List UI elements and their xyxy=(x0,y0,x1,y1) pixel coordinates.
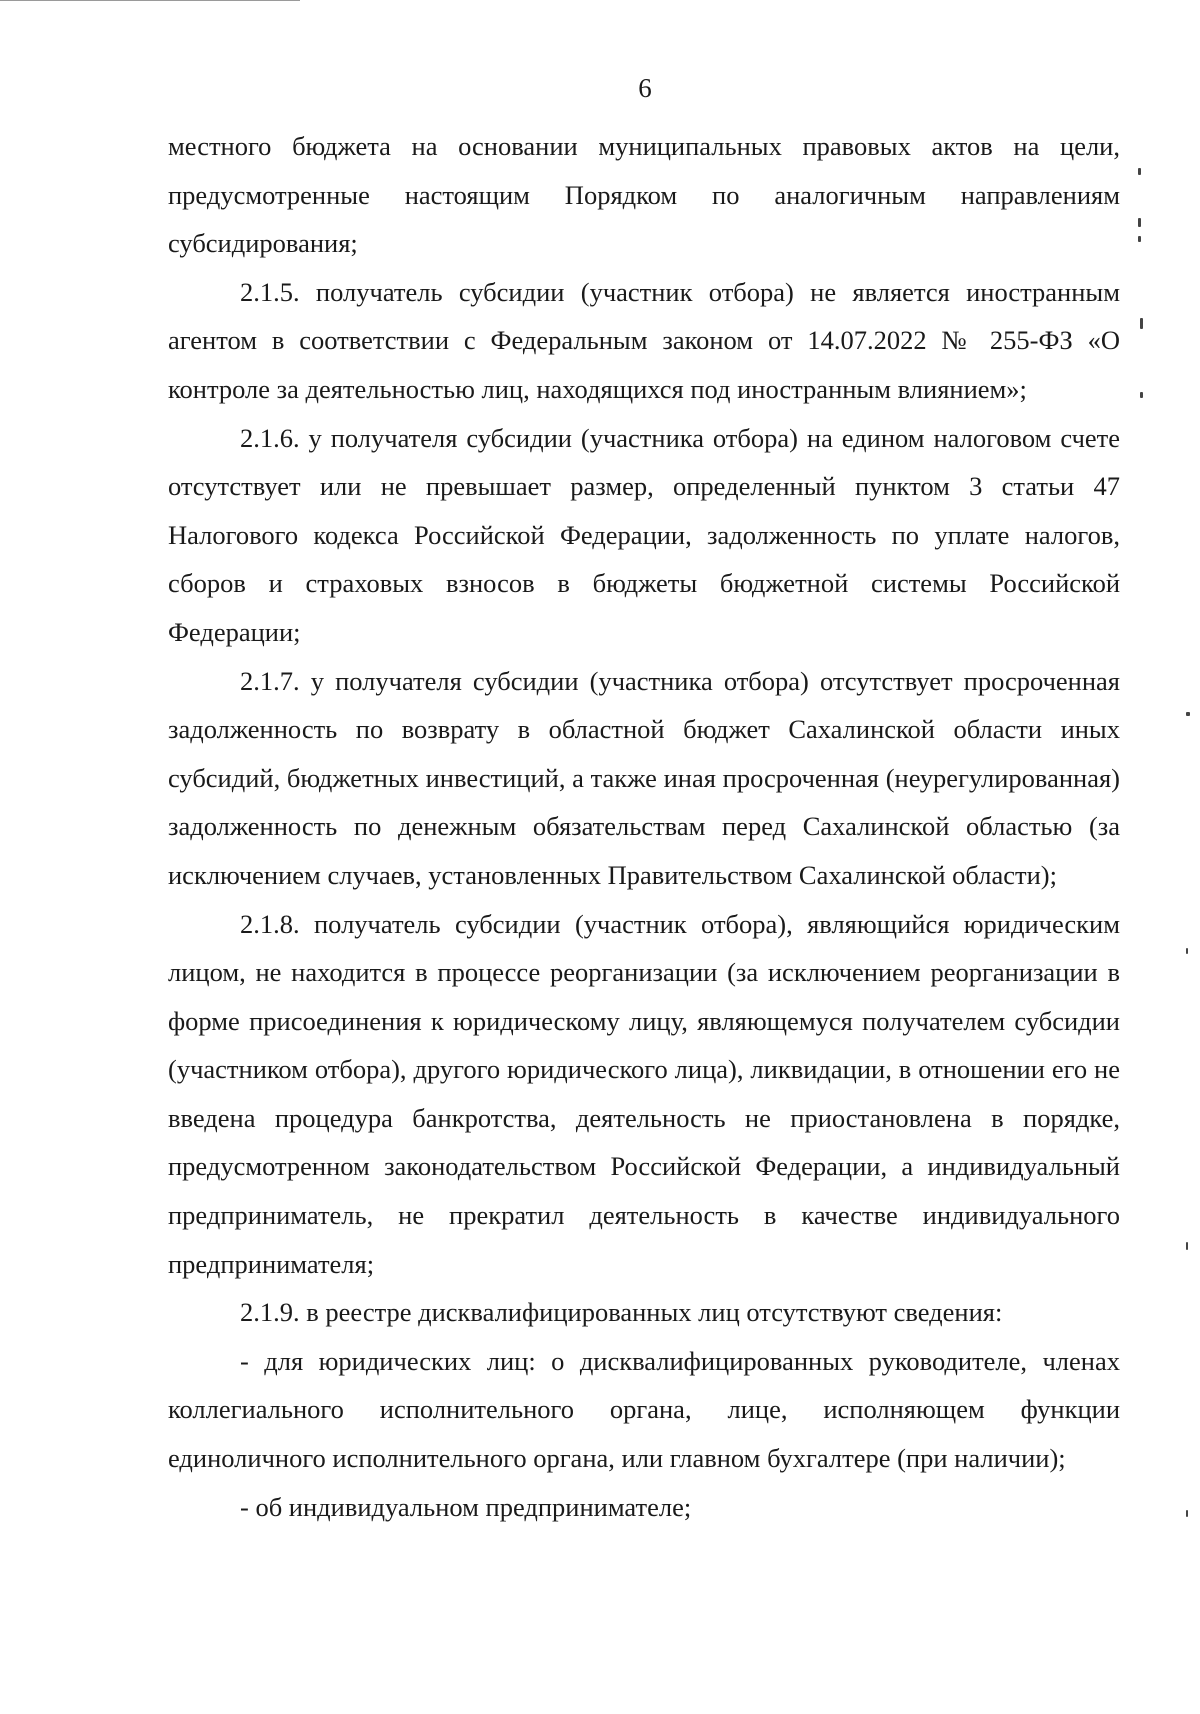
scan-speck xyxy=(1138,218,1141,227)
scan-speck xyxy=(1186,1242,1188,1250)
paragraph-2-1-5: 2.1.5. получатель субсидии (участник отбора) не является иностранным агентом в соответствии с Федеральным законом от 14.07.2022 № 255-ФЗ «О контроле за деятельностью лиц, находящихся под иностранным влиянием»; xyxy=(168,276,1120,404)
scan-speck xyxy=(1140,318,1143,329)
scan-speck xyxy=(1138,236,1141,242)
document-body xyxy=(168,122,1120,1531)
scan-speck xyxy=(1138,168,1141,175)
page-number: 6 xyxy=(638,73,652,103)
scan-speck xyxy=(1186,712,1190,716)
paragraph-2-1-8: 2.1.8. получатель субсидии (участник отбора), являющийся юридическим лицом, не находится в процессе реорганизации (за исключением реорганизации в форме присоединения к юридическому лицу, являющемуся получателем субсидии (участником отбора), другого юридического лица), ликвидации, в отношении его не введена процедура банкротства, деятельность не приостановлена в порядке, предусмотренном законодательством Российской Федерации, а индивидуальный предприниматель, не прекратил деятельность в качестве индивидуального предпринимателя; xyxy=(168,908,1120,1279)
scan-speck xyxy=(1186,948,1188,954)
list-item-legal-entities: - для юридических лиц: о дисквалифицированных руководителе, членах коллегиального исполнительного органа, лице, исполняющем функции единоличного исполнительного органа, или главном бухгалтере (при наличии); xyxy=(168,1345,1120,1474)
scan-speck xyxy=(1186,1510,1188,1517)
paragraph-2-1-6: 2.1.6. у получателя субсидии (участника отбора) на едином налоговом счете отсутствует или не превышает размер, определенный пунктом 3 статьи 47 Налогового кодекса Российской Федерации, задолженность по уплате налогов, сборов и страховых взносов в бюджеты бюджетной системы Российской Федерации; xyxy=(168,422,1120,647)
paragraph-2-1-7: 2.1.7. у получателя субсидии (участника отбора) отсутствует просроченная задолженность по возврату в областной бюджет Сахалинской области иных субсидий, бюджетных инвестиций, а также иная просроченная (неурегулированная) задолженность по денежным обязательствам перед Сахалинской областью (за исключением случаев, установленных Правительством Сахалинской области); xyxy=(168,665,1120,890)
list-item-individual-entrepreneur: - об индивидуальном предпринимателе; xyxy=(240,1491,692,1522)
scan-border xyxy=(0,0,300,1)
paragraph-2-1-9: 2.1.9. в реестре дисквалифицированных лиц отсутствуют сведения: xyxy=(240,1297,1003,1328)
scan-speck xyxy=(1140,392,1143,398)
paragraph-continuation: местного бюджета на основании муниципальных правовых актов на цели, предусмотренные настоящим Порядком по аналогичным направлениям субсидирования; xyxy=(168,131,1120,259)
